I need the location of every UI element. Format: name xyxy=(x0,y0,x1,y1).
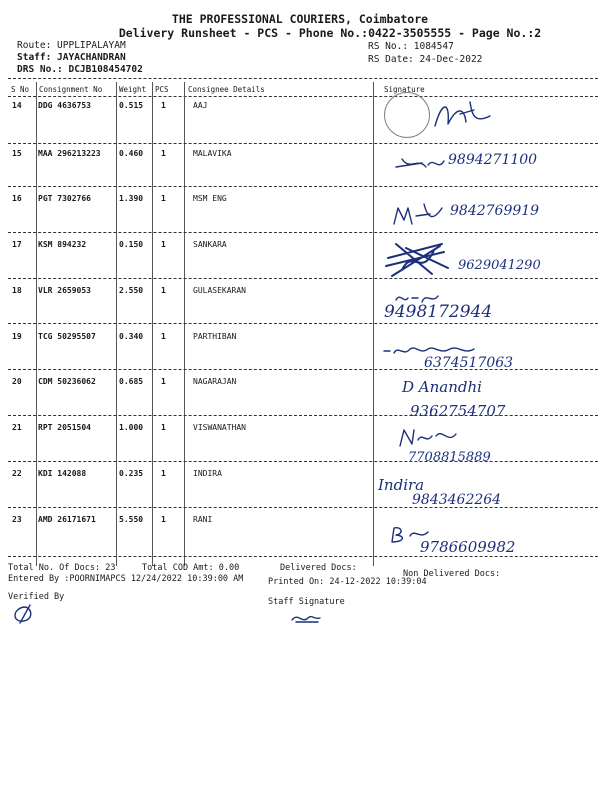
row-sno: 19 xyxy=(12,332,22,341)
row-sno: 21 xyxy=(12,423,22,432)
document-title: THE PROFESSIONAL COURIERS, Coimbatore xyxy=(171,12,429,26)
row-pcs: 1 xyxy=(161,377,166,386)
verified-by-label: Verified By xyxy=(8,592,65,602)
row-weight: 0.150 xyxy=(119,240,144,249)
row-pcs: 1 xyxy=(161,469,166,478)
column-header-sno: S No xyxy=(11,85,30,94)
total-docs: Total No. Of Docs: 23 xyxy=(8,563,116,573)
row-consignment-no: KDI 142088 xyxy=(38,469,87,478)
row-consignment-no: AMD 26171671 xyxy=(38,515,96,524)
column-header-consignee: Consignee Details xyxy=(188,85,265,94)
row-sno: 16 xyxy=(12,194,22,203)
row-divider xyxy=(8,415,598,416)
handwritten-phone: 9894271100 xyxy=(448,152,538,168)
courier-stamp xyxy=(384,92,430,138)
column-header-weight: Weight xyxy=(119,85,147,94)
header-bottom-rule xyxy=(8,96,598,97)
handwritten-phone: 9842769919 xyxy=(450,203,540,219)
column-divider xyxy=(152,82,153,566)
verified-signature xyxy=(10,603,40,625)
signature-row-21 xyxy=(396,426,466,450)
table-bottom-rule xyxy=(8,556,598,557)
signature-row-17 xyxy=(382,238,462,280)
row-consignment-no: DDG 4636753 xyxy=(38,101,91,110)
handwritten-phone: 7708815889 xyxy=(408,450,491,465)
row-consignee: INDIRA xyxy=(193,469,222,478)
row-sno: 20 xyxy=(12,377,22,386)
row-consignee: MALAVIKA xyxy=(193,149,232,158)
row-weight: 0.685 xyxy=(119,377,144,386)
row-consignee: NAGARAJAN xyxy=(193,377,237,386)
staff-label: Staff: JAYACHANDRAN xyxy=(17,52,126,63)
column-divider xyxy=(373,82,374,566)
staff-signature-mark xyxy=(288,610,324,626)
row-consignee: GULASEKARAN xyxy=(193,286,246,295)
row-divider xyxy=(8,143,598,144)
row-sno: 18 xyxy=(12,286,22,295)
row-divider xyxy=(8,232,598,233)
row-divider xyxy=(8,507,598,508)
handwritten-phone: 9629041290 xyxy=(458,258,541,273)
row-pcs: 1 xyxy=(161,332,166,341)
row-pcs: 1 xyxy=(161,515,166,524)
signature-row-14 xyxy=(430,96,500,136)
row-pcs: 1 xyxy=(161,423,166,432)
total-cod-amount: Total COD Amt: 0.00 xyxy=(142,563,240,573)
row-consignee: RANI xyxy=(193,515,213,524)
drs-number: DRS No.: DCJB108454702 xyxy=(17,64,143,75)
document-subtitle: Delivery Runsheet - PCS - Phone No.:0422-3505555 - Page No.:2 xyxy=(118,26,542,40)
row-consignee: AAJ xyxy=(193,101,208,110)
signature-row-16 xyxy=(390,200,454,230)
row-consignment-no: VLR 2659053 xyxy=(38,286,91,295)
row-sno: 22 xyxy=(12,469,22,478)
row-weight: 1.000 xyxy=(119,423,144,432)
header-top-rule xyxy=(8,78,598,79)
row-consignee: VISWANATHAN xyxy=(193,423,246,432)
row-pcs: 1 xyxy=(161,286,166,295)
handwritten-phone: 9362754707 xyxy=(410,402,506,420)
row-weight: 0.460 xyxy=(119,149,144,158)
row-consignment-no: KSM 894232 xyxy=(38,240,87,249)
row-pcs: 1 xyxy=(161,149,166,158)
row-consignee: PARTHIBAN xyxy=(193,332,237,341)
row-consignment-no: CDM 50236062 xyxy=(38,377,96,386)
column-header-signature: Signature xyxy=(384,85,425,94)
column-divider xyxy=(36,82,37,566)
handwritten-phone: 9498172944 xyxy=(384,302,493,322)
row-divider xyxy=(8,186,598,187)
row-pcs: 1 xyxy=(161,101,166,110)
non-delivered-docs: Non Delivered Docs: xyxy=(403,569,501,579)
row-consignment-no: TCG 50295507 xyxy=(38,332,96,341)
handwritten-phone: 9786609982 xyxy=(420,538,516,556)
row-weight: 0.340 xyxy=(119,332,144,341)
row-weight: 5.550 xyxy=(119,515,144,524)
row-sno: 23 xyxy=(12,515,22,524)
row-sno: 14 xyxy=(12,101,22,110)
row-pcs: 1 xyxy=(161,240,166,249)
row-weight: 1.390 xyxy=(119,194,144,203)
printed-on: Printed On: 24-12-2022 10:39:04 xyxy=(268,577,427,587)
row-divider xyxy=(8,323,598,324)
row-consignee: SANKARA xyxy=(193,240,227,249)
row-consignment-no: PGT 7302766 xyxy=(38,194,91,203)
row-consignment-no: MAA 296213223 xyxy=(38,149,101,158)
handwritten-name: Indira xyxy=(378,476,425,494)
column-header-consignment: Consignment No xyxy=(39,85,103,94)
row-divider xyxy=(8,278,598,279)
column-divider xyxy=(184,82,185,566)
delivered-docs: Delivered Docs: xyxy=(280,563,357,573)
row-consignee: MSM ENG xyxy=(193,194,227,203)
entered-by: Entered By :POORNIMAPCS 12/24/2022 10:39:00 AM xyxy=(8,574,244,584)
signature-row-15 xyxy=(392,153,452,175)
staff-signature-label: Staff Signature xyxy=(268,597,345,607)
row-divider xyxy=(8,461,598,462)
handwritten-name: D Anandhi xyxy=(402,378,482,396)
handwritten-phone: 6374517063 xyxy=(424,355,514,371)
row-consignment-no: RPT 2051504 xyxy=(38,423,91,432)
column-divider xyxy=(116,82,117,566)
row-pcs: 1 xyxy=(161,194,166,203)
row-sno: 15 xyxy=(12,149,22,158)
route-label: Route: UPPLIPALAYAM xyxy=(17,40,126,51)
row-weight: 0.515 xyxy=(119,101,144,110)
handwritten-phone: 9843462264 xyxy=(412,492,502,508)
rs-date: RS Date: 24-Dec-2022 xyxy=(368,54,483,65)
rs-number: RS No.: 1084547 xyxy=(368,41,454,52)
row-weight: 0.235 xyxy=(119,469,144,478)
column-header-pcs: PCS xyxy=(155,85,169,94)
row-weight: 2.550 xyxy=(119,286,144,295)
row-sno: 17 xyxy=(12,240,22,249)
